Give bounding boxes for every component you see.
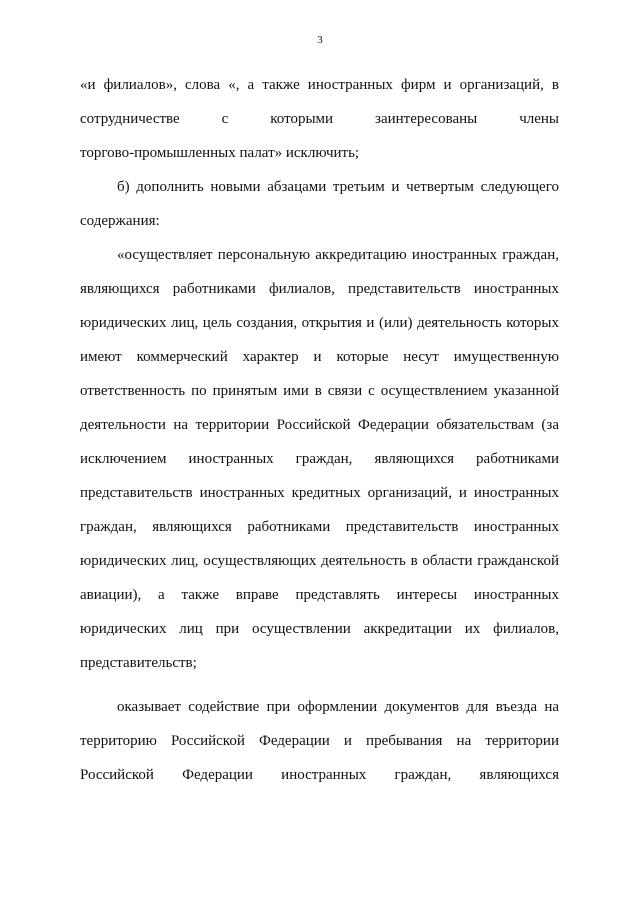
text-line-11: деятельности на территории Российской Федерации обязательствам (за	[80, 417, 559, 433]
text-line-4: б) дополнить новыми абзацами третьим и четвертым следующего	[117, 179, 559, 195]
text-line-18: представительств;	[80, 655, 197, 671]
text-line-14: граждан, являющихся работниками представительств иностранных	[80, 519, 559, 535]
text-line-13: представительств иностранных кредитных организаций, и иностранных	[80, 485, 559, 501]
page-number: 3	[317, 34, 323, 46]
text-line-5: содержания:	[80, 213, 160, 229]
text-line-12: исключением иностранных граждан, являющихся работниками	[80, 451, 559, 467]
text-line-10: ответственность по принятым ими в связи с осуществлением указанной	[80, 383, 559, 399]
text-line-6: «осуществляет персональную аккредитацию иностранных граждан,	[117, 247, 559, 263]
text-line-7: являющихся работниками филиалов, представительств иностранных	[80, 281, 559, 297]
text-line-16: авиации), а также вправе представлять интересы иностранных	[80, 587, 559, 603]
text-line-9: имеют коммерческий характер и которые несут имущественную	[80, 349, 559, 365]
text-line-20: территорию Российской Федерации и пребывания на территории	[80, 733, 559, 749]
text-line-8: юридических лиц, цель создания, открытия и (или) деятельность которых	[80, 315, 559, 331]
text-line-2: сотрудничестве с которыми заинтересованы члены	[80, 111, 559, 127]
text-line-1: «и филиалов», слова «, а также иностранных фирм и организаций, в	[80, 77, 559, 93]
text-line-19: оказывает содействие при оформлении документов для въезда на	[117, 699, 559, 715]
text-line-3: торгово-промышленных палат» исключить;	[80, 145, 360, 161]
text-line-21: Российской Федерации иностранных граждан, являющихся	[80, 767, 559, 783]
text-line-15: юридических лиц, осуществляющих деятельность в области гражданской	[80, 553, 559, 569]
text-line-17: юридических лиц при осуществлении аккредитации их филиалов,	[80, 621, 559, 637]
